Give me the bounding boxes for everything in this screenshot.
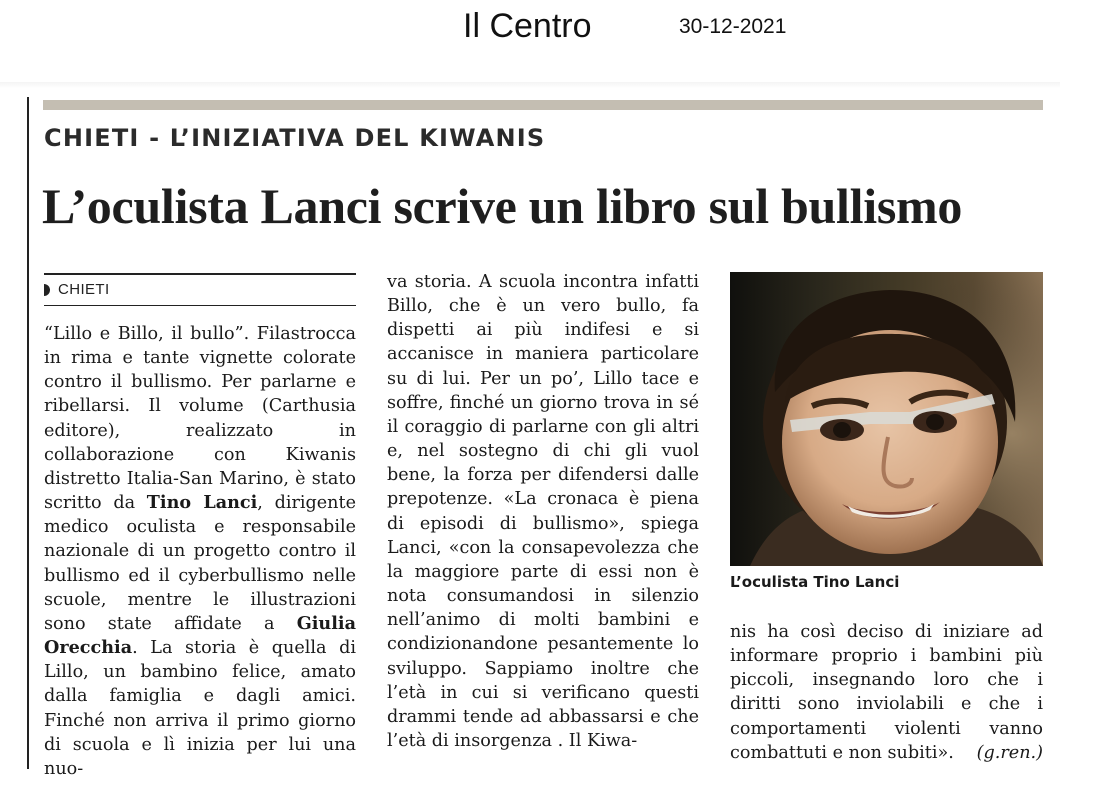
newspaper-name: Il Centro [463, 7, 592, 45]
column-1-paragraph [44, 322, 356, 781]
portrait-illustration [730, 272, 1043, 566]
photo-caption: L’oculista Tino Lanci [730, 573, 900, 591]
page-left-rule [27, 97, 29, 769]
section-color-bar [43, 100, 1043, 110]
author-portrait-photo [730, 272, 1043, 566]
dateline-label: CHIETI [58, 281, 110, 298]
column-3-paragraph [730, 620, 1043, 765]
column-1-text-a: “Lillo e Billo, il bullo”. Filastrocca in rima e tante vignette colorate contro il bullismo. Per parlarne e ribellarsi. Il volume (Carthusia editore), realizzato in collaborazione con Kiwanis distretto Italia-San Marino, è stato scritto da [44, 324, 356, 514]
dateline-box [44, 273, 356, 306]
column-1-text-b: , dirigente medico oculista e responsabile nazionale di un progetto contro il bullismo ed il cyberbullismo nelle scuole, mentre le illustrazioni sono state affidate a [44, 493, 356, 634]
masthead [0, 4, 1095, 44]
author-signature: (g.ren.) [976, 742, 1043, 763]
column-1-text-c: . La storia è quella di Lillo, un bambino felice, amato dalla famiglia e dagli amici. Finché non arriva il primo giorno di scuola e lì inizia per lui una nuo- [44, 638, 356, 779]
dateline-bullet-icon [44, 284, 50, 296]
article-column-3 [730, 620, 1043, 765]
column-3-text: nis ha così deciso di iniziare ad informare proprio i bambini più piccoli, insegnando loro che i diritti sono inviolabili e che i comportamenti violenti vanno combattuti e non subiti». [730, 622, 1043, 763]
column-2-paragraph: va storia. A scuola incontra infatti Billo, che è un vero bullo, fa dispetti ai più indifesi e si accanisce in maniera particolare su di lui. Per un po’, Lillo tace e soffre, finché un giorno trova in sé il coraggio di parlarne con gli altri e, nel sostegno di chi gli vuol bene, la forza per difendersi dalle prepotenze. «La cronaca è piena di episodi di bullismo», spiega Lanci, «con la consapevolezza che la maggiore parte di essi non è nota consumandosi in silenzio nell’animo di molti bambini e condizionandone pesantemente lo sviluppo. Sappiamo inoltre che l’età in cui si verificano questi drammi tende ad abbassarsi e che l’età di insorgenza . Il Kiwa- [387, 272, 699, 751]
clipping-top-shadow [0, 82, 1060, 88]
article-column-2 [387, 270, 699, 753]
author-name: Tino Lanci [146, 492, 258, 514]
article-column-1 [44, 322, 356, 781]
publication-date: 30-12-2021 [679, 15, 787, 38]
article-kicker: CHIETI - L’INIZIATIVA DEL KIWANIS [44, 124, 546, 152]
article-headline: L’oculista Lanci scrive un libro sul bullismo [42, 178, 963, 234]
illustrator-name: Giulia Orecchia [44, 612, 356, 659]
